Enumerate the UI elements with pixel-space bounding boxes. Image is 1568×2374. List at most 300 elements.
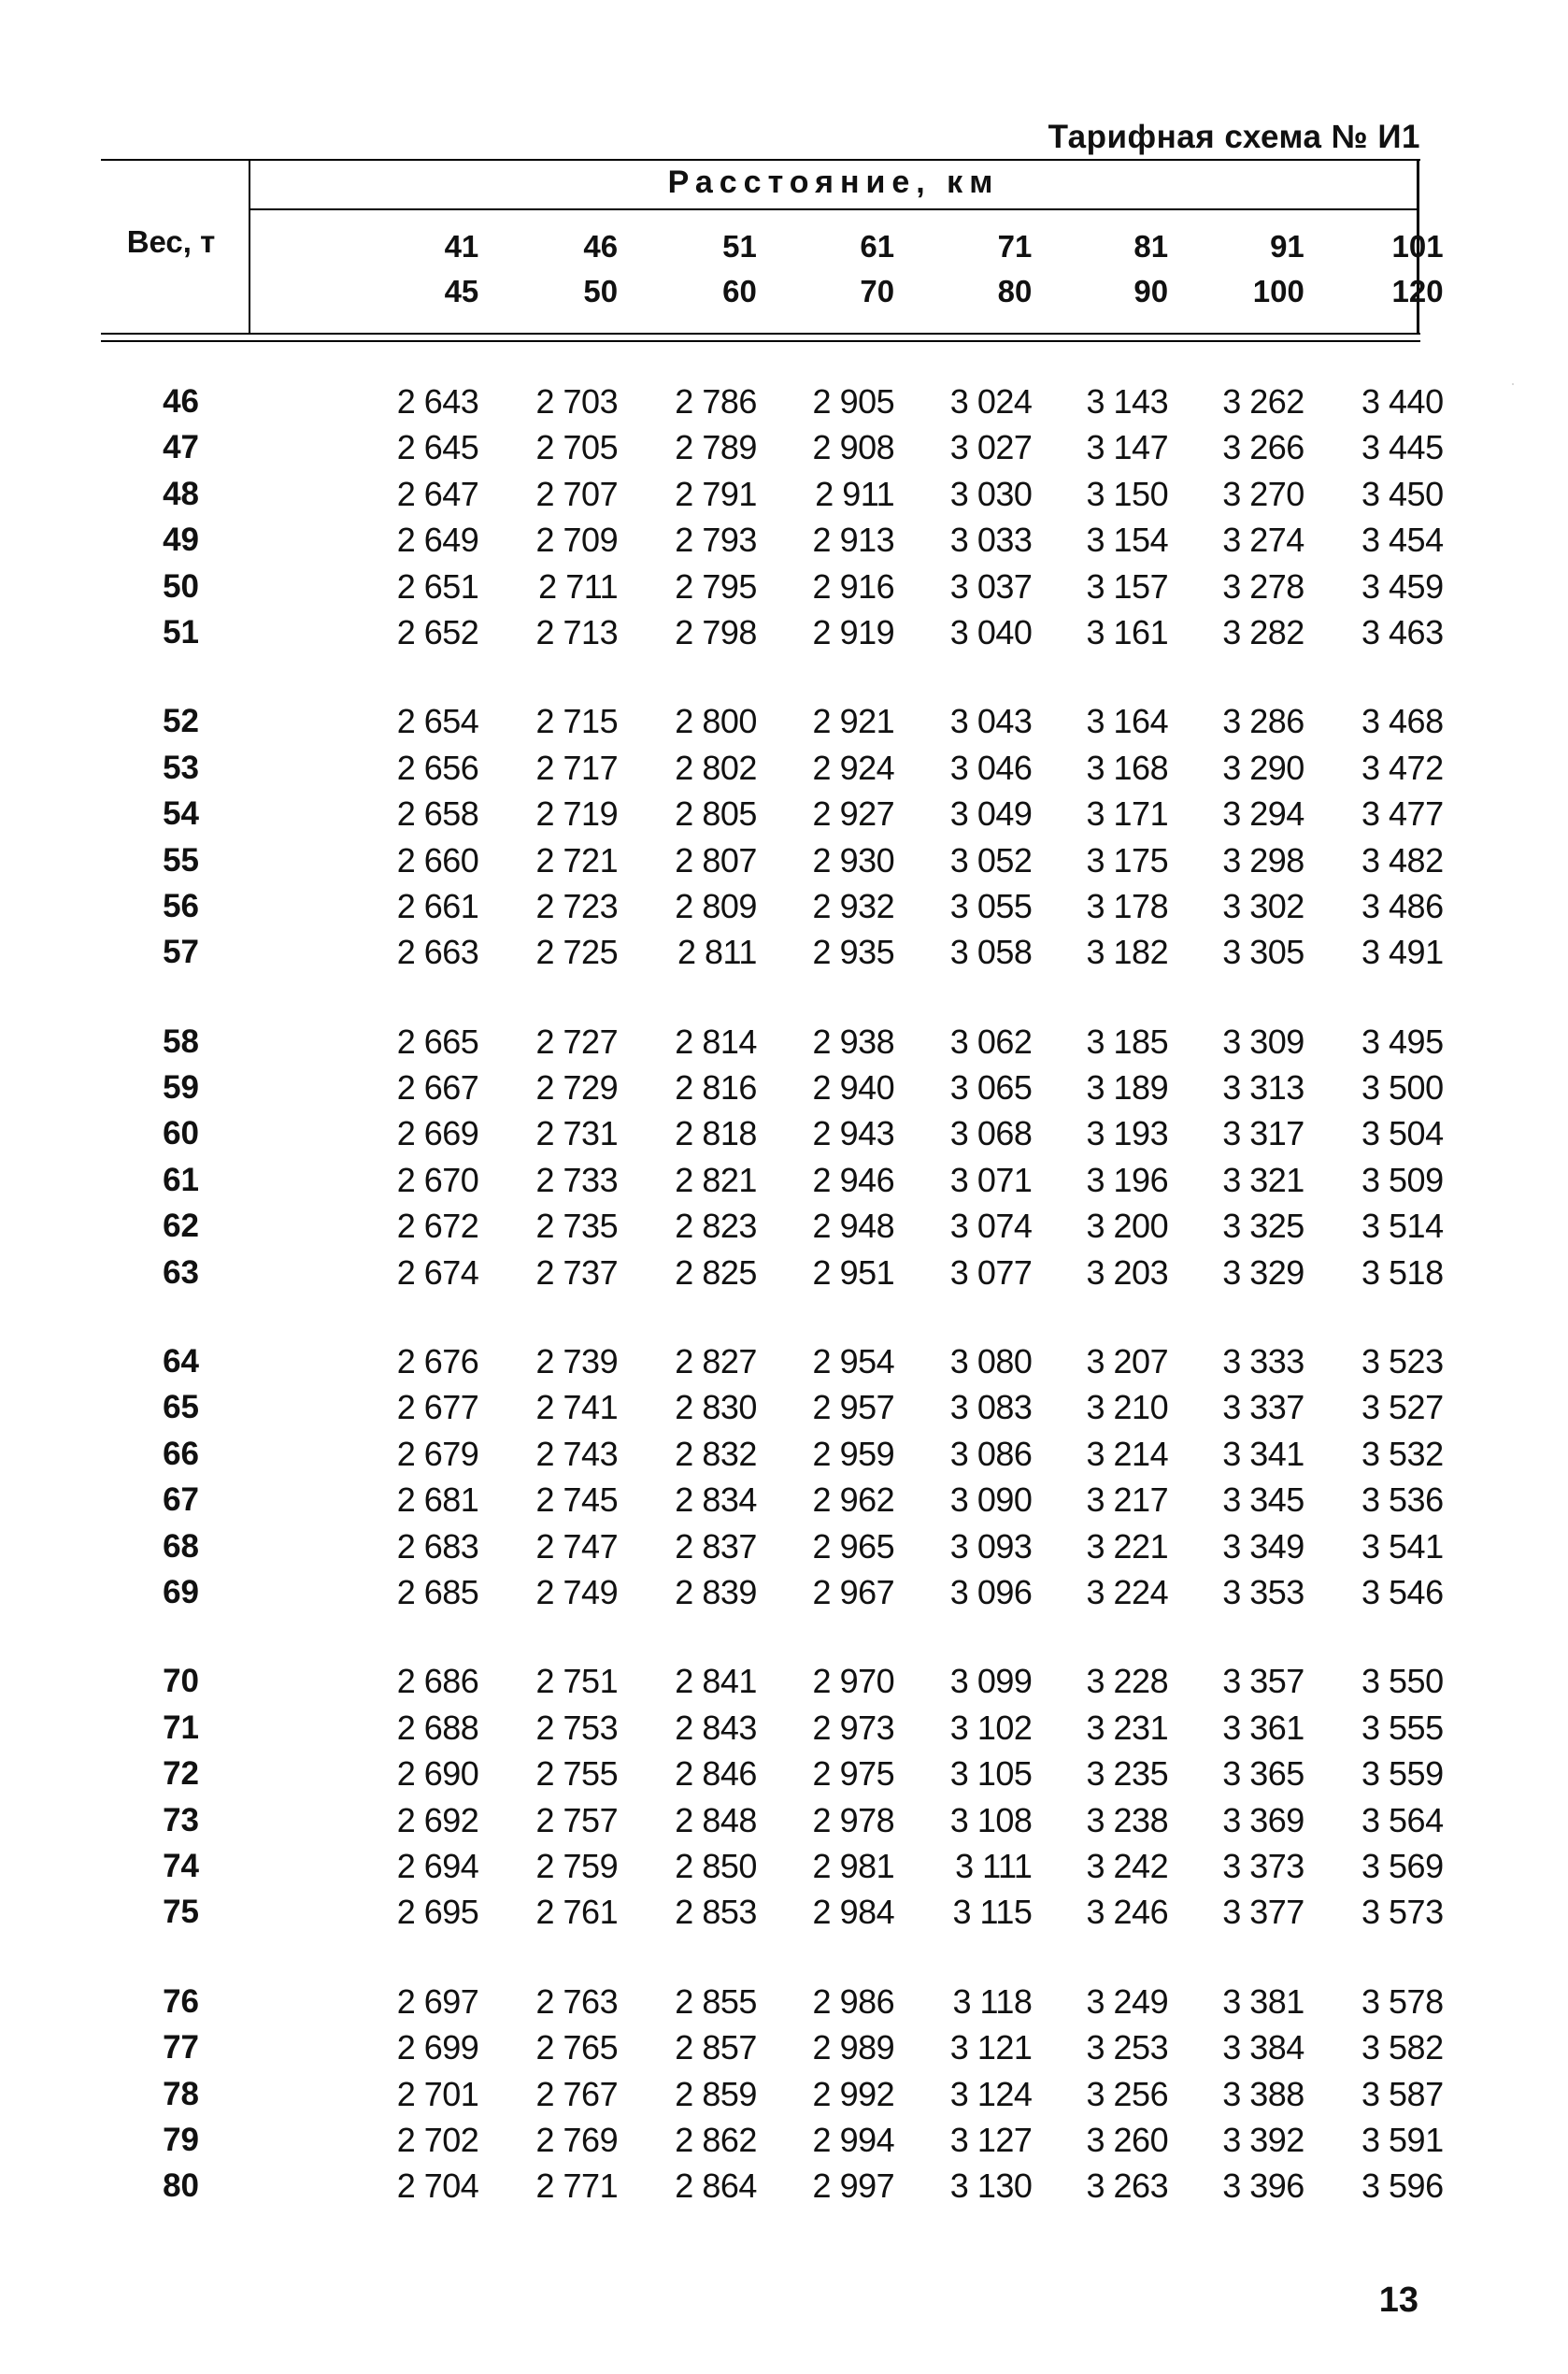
tariff-cell: 2 695 xyxy=(396,1893,479,1932)
tariff-cell: 2 703 xyxy=(535,382,619,421)
tariff-cell: 3 472 xyxy=(1361,748,1444,787)
header-inner-rule xyxy=(249,208,1418,210)
header-bottom-rule xyxy=(101,333,1420,335)
tariff-cell: 2 663 xyxy=(396,933,479,972)
tariff-cell: 3 030 xyxy=(949,474,1033,513)
table-row xyxy=(101,745,1444,791)
weight-cell: 68 xyxy=(163,1527,199,1565)
tariff-cell: 2 970 xyxy=(812,1662,895,1701)
tariff-cell: 3 482 xyxy=(1361,840,1444,880)
table-row xyxy=(101,2024,1444,2070)
tariff-cell: 3 274 xyxy=(1222,521,1304,560)
tariff-cell: 3 108 xyxy=(949,1800,1033,1839)
tariff-cell: 3 185 xyxy=(1086,1022,1169,1061)
distance-range-7 xyxy=(1192,224,1304,314)
tariff-cell: 3 396 xyxy=(1222,2167,1304,2206)
tariff-cell: 3 463 xyxy=(1361,612,1444,651)
tariff-cell: 2 733 xyxy=(535,1160,619,1199)
range-to: 120 xyxy=(1391,274,1444,308)
tariff-cell: 2 715 xyxy=(535,702,619,741)
tariff-cell: 3 260 xyxy=(1086,2120,1169,2159)
row-group xyxy=(101,1338,1444,1615)
tariff-cell: 3 298 xyxy=(1222,840,1304,880)
row-group xyxy=(101,379,1444,655)
distance-range-2 xyxy=(506,224,618,314)
table-row xyxy=(101,424,1444,470)
weight-cell: 71 xyxy=(163,1709,199,1746)
tariff-cell: 3 099 xyxy=(949,1662,1033,1701)
weight-cell: 75 xyxy=(163,1894,199,1931)
tariff-cell: 3 337 xyxy=(1222,1388,1304,1427)
tariff-cell: 3 242 xyxy=(1086,1846,1169,1885)
tariff-cell: 2 674 xyxy=(396,1252,479,1292)
distance-range-8 xyxy=(1332,224,1444,314)
weight-cell: 76 xyxy=(163,1982,199,2020)
tariff-cell: 2 704 xyxy=(396,2167,479,2206)
tariff-cell: 2 735 xyxy=(535,1207,619,1246)
tariff-cell: 3 384 xyxy=(1222,2028,1304,2067)
tariff-cell: 2 946 xyxy=(812,1160,895,1199)
row-group xyxy=(101,1979,1444,2210)
tariff-cell: 2 658 xyxy=(396,794,479,834)
tariff-cell: 3 523 xyxy=(1361,1342,1444,1381)
tariff-cell: 3 193 xyxy=(1086,1114,1169,1153)
tariff-cell: 3 217 xyxy=(1086,1480,1169,1520)
tariff-cell: 3 105 xyxy=(949,1754,1033,1794)
tariff-cell: 2 921 xyxy=(812,702,895,741)
tariff-cell: 2 711 xyxy=(538,566,619,606)
tariff-cell: 2 759 xyxy=(535,1846,619,1885)
tariff-cell: 3 325 xyxy=(1222,1207,1304,1246)
weight-cell: 66 xyxy=(163,1435,199,1472)
weight-cell: 60 xyxy=(163,1115,199,1152)
weight-label: Вес, т xyxy=(126,224,216,259)
tariff-cell: 3 365 xyxy=(1222,1754,1304,1794)
tariff-cell: 2 643 xyxy=(396,382,479,421)
tariff-cell: 2 864 xyxy=(675,2167,757,2206)
tariff-cell: 2 997 xyxy=(812,2167,895,2206)
tariff-cell: 3 111 xyxy=(955,1846,1033,1885)
tariff-cell: 3 546 xyxy=(1361,1572,1444,1611)
tariff-cell: 3 550 xyxy=(1361,1662,1444,1701)
tariff-cell: 2 751 xyxy=(535,1662,619,1701)
table-row xyxy=(101,1658,1444,1704)
tariff-cell: 2 850 xyxy=(675,1846,757,1885)
tariff-cell: 2 677 xyxy=(396,1388,479,1427)
tariff-cell: 2 647 xyxy=(396,474,479,513)
weight-cell: 78 xyxy=(163,2075,199,2112)
tariff-cell: 3 253 xyxy=(1086,2028,1169,2067)
table-header xyxy=(101,159,1444,341)
table-row xyxy=(101,2163,1444,2209)
tariff-cell: 2 935 xyxy=(812,933,895,972)
tariff-cell: 2 749 xyxy=(535,1572,619,1611)
tariff-cell: 3 037 xyxy=(949,566,1033,606)
tariff-cell: 2 919 xyxy=(812,612,895,651)
table-row xyxy=(101,1384,1444,1430)
tariff-cell: 3 189 xyxy=(1086,1068,1169,1108)
tariff-cell: 2 962 xyxy=(812,1480,895,1520)
tariff-cell: 3 532 xyxy=(1361,1434,1444,1473)
tariff-cell: 3 555 xyxy=(1361,1708,1444,1747)
tariff-cell: 2 994 xyxy=(812,2120,895,2159)
tariff-cell: 3 246 xyxy=(1086,1893,1169,1932)
tariff-cell: 2 745 xyxy=(535,1480,619,1520)
tariff-cell: 3 058 xyxy=(949,933,1033,972)
table-row xyxy=(101,837,1444,883)
tariff-cell: 3 074 xyxy=(949,1207,1033,1246)
tariff-cell: 3 313 xyxy=(1222,1068,1304,1108)
tariff-cell: 3 228 xyxy=(1086,1662,1169,1701)
tariff-cell: 2 825 xyxy=(675,1252,757,1292)
tariff-cell: 2 786 xyxy=(675,382,757,421)
tariff-cell: 2 676 xyxy=(396,1342,479,1381)
tariff-cell: 3 266 xyxy=(1222,428,1304,467)
tariff-cell: 2 940 xyxy=(812,1068,895,1108)
tariff-cell: 3 052 xyxy=(949,840,1033,880)
weight-cell: 65 xyxy=(163,1389,199,1426)
tariff-cell: 2 651 xyxy=(396,566,479,606)
tariff-cell: 3 096 xyxy=(949,1572,1033,1611)
range-from: 41 xyxy=(444,229,479,264)
weight-cell: 47 xyxy=(163,429,199,466)
tariff-cell: 2 841 xyxy=(675,1662,757,1701)
tariff-cell: 2 757 xyxy=(535,1800,619,1839)
tariff-cell: 2 669 xyxy=(396,1114,479,1153)
distance-label: Расстояние, км xyxy=(667,164,1000,200)
distance-range-3 xyxy=(645,224,757,314)
weight-cell: 63 xyxy=(163,1253,199,1291)
weight-cell: 46 xyxy=(163,383,199,420)
tariff-cell: 3 083 xyxy=(949,1388,1033,1427)
tariff-cell: 2 769 xyxy=(535,2120,619,2159)
weight-cell: 61 xyxy=(163,1161,199,1198)
tariff-table-body xyxy=(101,379,1444,2252)
tariff-cell: 3 587 xyxy=(1361,2074,1444,2113)
tariff-cell: 3 578 xyxy=(1361,1981,1444,2021)
tariff-cell: 2 694 xyxy=(396,1846,479,1885)
tariff-cell: 2 837 xyxy=(675,1526,757,1566)
tariff-cell: 2 661 xyxy=(396,886,479,925)
range-to: 80 xyxy=(997,274,1033,308)
tariff-cell: 3 369 xyxy=(1222,1800,1304,1839)
table-row xyxy=(101,1110,1444,1156)
tariff-cell: 2 959 xyxy=(812,1434,895,1473)
tariff-cell: 2 739 xyxy=(535,1342,619,1381)
table-row xyxy=(101,1477,1444,1523)
table-row xyxy=(101,883,1444,929)
tariff-cell: 2 807 xyxy=(675,840,757,880)
tariff-cell: 2 848 xyxy=(675,1800,757,1839)
tariff-cell: 3 249 xyxy=(1086,1981,1169,2021)
tariff-cell: 3 118 xyxy=(952,1981,1033,2021)
tariff-cell: 2 709 xyxy=(535,521,619,560)
weight-cell: 73 xyxy=(163,1801,199,1838)
table-row xyxy=(101,1523,1444,1569)
tariff-cell: 2 905 xyxy=(812,382,895,421)
tariff-cell: 3 262 xyxy=(1222,382,1304,421)
table-row xyxy=(101,791,1444,837)
table-row xyxy=(101,609,1444,655)
tariff-cell: 3 256 xyxy=(1086,2074,1169,2113)
tariff-cell: 2 846 xyxy=(675,1754,757,1794)
table-row xyxy=(101,379,1444,424)
tariff-cell: 3 582 xyxy=(1361,2028,1444,2067)
table-row xyxy=(101,1569,1444,1615)
tariff-cell: 2 916 xyxy=(812,566,895,606)
tariff-cell: 3 357 xyxy=(1222,1662,1304,1701)
tariff-cell: 2 717 xyxy=(535,748,619,787)
tariff-cell: 3 486 xyxy=(1361,886,1444,925)
header-top-rule xyxy=(101,159,1420,161)
tariff-cell: 2 973 xyxy=(812,1708,895,1747)
tariff-cell: 2 737 xyxy=(535,1252,619,1292)
tariff-cell: 3 500 xyxy=(1361,1068,1444,1108)
tariff-cell: 3 046 xyxy=(949,748,1033,787)
tariff-cell: 3 282 xyxy=(1222,612,1304,651)
table-row xyxy=(101,1889,1444,1935)
tariff-cell: 2 843 xyxy=(675,1708,757,1747)
tariff-cell: 3 210 xyxy=(1086,1388,1169,1427)
tariff-cell: 2 763 xyxy=(535,1981,619,2021)
tariff-cell: 3 440 xyxy=(1361,382,1444,421)
header-bottom-rule-double xyxy=(101,340,1420,342)
tariff-cell: 2 649 xyxy=(396,521,479,560)
weight-cell: 55 xyxy=(163,841,199,879)
tariff-cell: 3 178 xyxy=(1086,886,1169,925)
tariff-cell: 2 791 xyxy=(675,474,757,513)
tariff-cell: 3 286 xyxy=(1222,702,1304,741)
tariff-cell: 2 719 xyxy=(535,794,619,834)
tariff-cell: 2 721 xyxy=(535,840,619,880)
tariff-cell: 3 491 xyxy=(1361,933,1444,972)
tariff-cell: 2 761 xyxy=(535,1893,619,1932)
table-row xyxy=(101,929,1444,975)
tariff-cell: 3 077 xyxy=(949,1252,1033,1292)
tariff-cell: 2 753 xyxy=(535,1708,619,1747)
tariff-cell: 3 302 xyxy=(1222,886,1304,925)
tariff-cell: 3 043 xyxy=(949,702,1033,741)
weight-cell: 54 xyxy=(163,795,199,833)
range-to: 60 xyxy=(722,274,757,308)
tariff-cell: 2 665 xyxy=(396,1022,479,1061)
tariff-cell: 3 157 xyxy=(1086,566,1169,606)
tariff-cell: 3 147 xyxy=(1086,428,1169,467)
tariff-cell: 2 725 xyxy=(535,933,619,972)
tariff-cell: 3 238 xyxy=(1086,1800,1169,1839)
table-row xyxy=(101,1065,1444,1110)
tariff-cell: 3 536 xyxy=(1361,1480,1444,1520)
tariff-cell: 3 564 xyxy=(1361,1800,1444,1839)
tariff-cell: 3 518 xyxy=(1361,1252,1444,1292)
tariff-cell: 2 938 xyxy=(812,1022,895,1061)
table-row xyxy=(101,2071,1444,2117)
weight-cell: 59 xyxy=(163,1069,199,1107)
table-row xyxy=(101,1705,1444,1751)
tariff-cell: 3 329 xyxy=(1222,1252,1304,1292)
distance-range-4 xyxy=(782,224,894,314)
tariff-cell: 3 214 xyxy=(1086,1434,1169,1473)
tariff-cell: 2 679 xyxy=(396,1434,479,1473)
tariff-cell: 2 645 xyxy=(396,428,479,467)
distance-range-1 xyxy=(366,224,478,314)
tariff-cell: 2 930 xyxy=(812,840,895,880)
tariff-cell: 3 203 xyxy=(1086,1252,1169,1292)
weight-cell: 51 xyxy=(163,613,199,651)
tariff-cell: 3 068 xyxy=(949,1114,1033,1153)
tariff-cell: 3 150 xyxy=(1086,474,1169,513)
tariff-cell: 3 596 xyxy=(1361,2167,1444,2206)
row-group xyxy=(101,698,1444,975)
tariff-cell: 2 830 xyxy=(675,1388,757,1427)
tariff-cell: 2 690 xyxy=(396,1754,479,1794)
tariff-cell: 2 816 xyxy=(675,1068,757,1108)
scan-speck xyxy=(1512,383,1514,385)
tariff-cell: 3 154 xyxy=(1086,521,1169,560)
tariff-cell: 2 984 xyxy=(812,1893,895,1932)
weight-cell: 62 xyxy=(163,1208,199,1245)
table-row xyxy=(101,1979,1444,2024)
tariff-cell: 3 450 xyxy=(1361,474,1444,513)
tariff-cell: 2 839 xyxy=(675,1572,757,1611)
tariff-cell: 3 055 xyxy=(949,886,1033,925)
tariff-cell: 2 927 xyxy=(812,794,895,834)
tariff-cell: 2 805 xyxy=(675,794,757,834)
tariff-cell: 3 509 xyxy=(1361,1160,1444,1199)
table-row xyxy=(101,1843,1444,1889)
tariff-cell: 2 681 xyxy=(396,1480,479,1520)
tariff-cell: 2 652 xyxy=(396,612,479,651)
tariff-cell: 3 392 xyxy=(1222,2120,1304,2159)
tariff-cell: 3 115 xyxy=(952,1893,1033,1932)
tariff-cell: 3 171 xyxy=(1086,794,1169,834)
tariff-cell: 2 705 xyxy=(535,428,619,467)
tariff-cell: 3 121 xyxy=(949,2028,1033,2067)
tariff-cell: 3 361 xyxy=(1222,1708,1304,1747)
tariff-cell: 3 569 xyxy=(1361,1846,1444,1885)
tariff-cell: 2 789 xyxy=(675,428,757,467)
tariff-cell: 2 814 xyxy=(675,1022,757,1061)
tariff-cell: 3 182 xyxy=(1086,933,1169,972)
weight-cell: 58 xyxy=(163,1023,199,1060)
tariff-cell: 2 755 xyxy=(535,1754,619,1794)
tariff-cell: 3 294 xyxy=(1222,794,1304,834)
tariff-cell: 2 862 xyxy=(675,2120,757,2159)
tariff-cell: 2 857 xyxy=(675,2028,757,2067)
tariff-cell: 3 495 xyxy=(1361,1022,1444,1061)
tariff-cell: 3 040 xyxy=(949,612,1033,651)
table-row xyxy=(101,1338,1444,1384)
tariff-cell: 2 992 xyxy=(812,2074,895,2113)
tariff-cell: 3 388 xyxy=(1222,2074,1304,2113)
weight-cell: 53 xyxy=(163,749,199,786)
distance-range-6 xyxy=(1056,224,1168,314)
tariff-cell: 2 743 xyxy=(535,1434,619,1473)
tariff-cell: 2 654 xyxy=(396,702,479,741)
tariff-cell: 3 527 xyxy=(1361,1388,1444,1427)
tariff-cell: 3 196 xyxy=(1086,1160,1169,1199)
tariff-cell: 3 559 xyxy=(1361,1754,1444,1794)
tariff-cell: 2 741 xyxy=(535,1388,619,1427)
tariff-cell: 3 093 xyxy=(949,1526,1033,1566)
tariff-cell: 3 062 xyxy=(949,1022,1033,1061)
weight-cell: 74 xyxy=(163,1847,199,1884)
weight-cell: 48 xyxy=(163,475,199,512)
tariff-cell: 2 800 xyxy=(675,702,757,741)
tariff-cell: 2 981 xyxy=(812,1846,895,1885)
tariff-cell: 3 349 xyxy=(1222,1526,1304,1566)
tariff-cell: 3 541 xyxy=(1361,1526,1444,1566)
tariff-cell: 3 459 xyxy=(1361,566,1444,606)
tariff-cell: 3 221 xyxy=(1086,1526,1169,1566)
tariff-cell: 2 699 xyxy=(396,2028,479,2067)
tariff-cell: 2 798 xyxy=(675,612,757,651)
tariff-cell: 2 727 xyxy=(535,1022,619,1061)
tariff-cell: 3 270 xyxy=(1222,474,1304,513)
table-row xyxy=(101,564,1444,609)
tariff-cell: 3 024 xyxy=(949,382,1033,421)
tariff-cell: 3 090 xyxy=(949,1480,1033,1520)
tariff-cell: 3 080 xyxy=(949,1342,1033,1381)
tariff-cell: 3 278 xyxy=(1222,566,1304,606)
tariff-cell: 3 377 xyxy=(1222,1893,1304,1932)
tariff-cell: 2 670 xyxy=(396,1160,479,1199)
tariff-cell: 3 290 xyxy=(1222,748,1304,787)
tariff-cell: 3 317 xyxy=(1222,1114,1304,1153)
tariff-cell: 2 723 xyxy=(535,886,619,925)
tariff-cell: 3 224 xyxy=(1086,1572,1169,1611)
tariff-cell: 2 853 xyxy=(675,1893,757,1932)
table-row xyxy=(101,698,1444,744)
tariff-cell: 3 341 xyxy=(1222,1434,1304,1473)
tariff-cell: 2 702 xyxy=(396,2120,479,2159)
tariff-cell: 2 823 xyxy=(675,1207,757,1246)
range-to: 50 xyxy=(583,274,619,308)
tariff-cell: 3 333 xyxy=(1222,1342,1304,1381)
weight-cell: 56 xyxy=(163,887,199,924)
tariff-cell: 2 688 xyxy=(396,1708,479,1747)
tariff-cell: 3 127 xyxy=(949,2120,1033,2159)
weight-cell: 64 xyxy=(163,1343,199,1380)
range-from: 46 xyxy=(583,229,619,264)
tariff-cell: 2 802 xyxy=(675,748,757,787)
tariff-cell: 2 967 xyxy=(812,1572,895,1611)
weight-cell: 80 xyxy=(163,2167,199,2205)
range-to: 100 xyxy=(1252,274,1304,308)
tariff-cell: 3 445 xyxy=(1361,428,1444,467)
tariff-cell: 3 086 xyxy=(949,1434,1033,1473)
tariff-cell: 3 454 xyxy=(1361,521,1444,560)
tariff-cell: 2 692 xyxy=(396,1800,479,1839)
tariff-cell: 2 957 xyxy=(812,1388,895,1427)
tariff-cell: 2 701 xyxy=(396,2074,479,2113)
range-to: 70 xyxy=(860,274,895,308)
tariff-cell: 3 164 xyxy=(1086,702,1169,741)
table-row xyxy=(101,2117,1444,2163)
tariff-cell: 2 818 xyxy=(675,1114,757,1153)
tariff-cell: 3 309 xyxy=(1222,1022,1304,1061)
tariff-cell: 3 071 xyxy=(949,1160,1033,1199)
tariff-cell: 2 859 xyxy=(675,2074,757,2113)
tariff-cell: 3 143 xyxy=(1086,382,1169,421)
weight-cell: 49 xyxy=(163,522,199,559)
tariff-cell: 3 263 xyxy=(1086,2167,1169,2206)
tariff-cell: 2 767 xyxy=(535,2074,619,2113)
table-row xyxy=(101,1751,1444,1796)
range-from: 101 xyxy=(1391,229,1444,264)
tariff-cell: 2 911 xyxy=(815,474,895,513)
table-row xyxy=(101,1019,1444,1065)
